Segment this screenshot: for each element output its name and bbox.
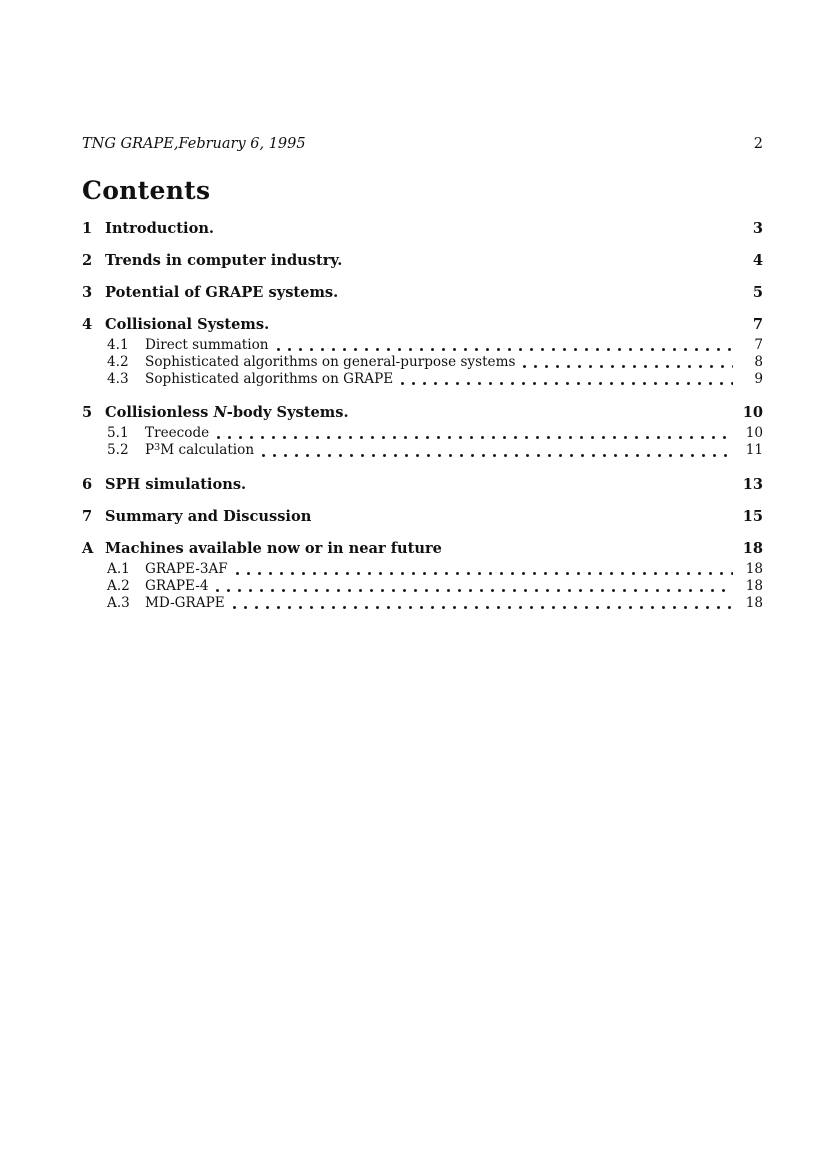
section-title: SPH simulations. bbox=[105, 476, 247, 493]
section-number: 5 bbox=[82, 404, 93, 421]
section-number: A bbox=[82, 540, 94, 557]
toc-entry bbox=[82, 509, 763, 524]
toc-entry bbox=[82, 285, 763, 300]
section-title: Trends in computer industry. bbox=[105, 252, 343, 269]
page-ref: 8 bbox=[754, 354, 763, 370]
toc-subsection-group bbox=[107, 425, 763, 460]
subsection-title: GRAPE-4 bbox=[145, 578, 209, 594]
toc-subentry bbox=[107, 561, 763, 578]
subsection-title: GRAPE-3AF bbox=[145, 561, 228, 577]
page-ref: 15 bbox=[742, 508, 763, 525]
dot-leader bbox=[277, 348, 733, 351]
section-number: 2 bbox=[82, 252, 93, 269]
subsection-title: MD-GRAPE bbox=[145, 595, 225, 611]
page-ref: 18 bbox=[742, 540, 763, 557]
page-ref: 5 bbox=[752, 284, 763, 301]
page-title: Contents bbox=[82, 176, 211, 205]
subsection-title: $P^3M$ calculation bbox=[145, 441, 255, 458]
toc-entry bbox=[82, 317, 763, 332]
toc-entry bbox=[82, 405, 763, 420]
toc-entry bbox=[82, 541, 763, 556]
toc-page bbox=[82, 136, 763, 612]
dot-leader bbox=[262, 454, 733, 457]
section-title: Potential of GRAPE systems. bbox=[105, 284, 339, 301]
dot-leader bbox=[233, 606, 733, 609]
toc-entry bbox=[82, 221, 763, 236]
page-ref: 11 bbox=[745, 442, 763, 458]
page-ref: 18 bbox=[745, 595, 763, 611]
page-ref: 10 bbox=[745, 425, 763, 441]
section-title: Collisional Systems. bbox=[105, 316, 270, 333]
section-title: Collisionless N-body Systems. bbox=[105, 404, 349, 421]
dot-leader bbox=[236, 572, 733, 575]
toc-subsection-group bbox=[107, 337, 763, 388]
dot-leader bbox=[217, 436, 733, 439]
dot-leader bbox=[401, 382, 733, 385]
section-number: 7 bbox=[82, 508, 93, 525]
toc-subsection-group bbox=[107, 561, 763, 612]
toc-subentry bbox=[107, 595, 763, 612]
section-title: Summary and Discussion bbox=[105, 508, 312, 525]
subsection-title: Sophisticated algorithms on GRAPE bbox=[145, 371, 394, 387]
subsection-number: A.2 bbox=[107, 578, 130, 594]
page-ref: 9 bbox=[754, 371, 763, 387]
section-number: 3 bbox=[82, 284, 93, 301]
toc-subentry bbox=[107, 371, 763, 388]
running-header bbox=[82, 136, 763, 152]
section-number: 6 bbox=[82, 476, 93, 493]
toc-subentry bbox=[107, 425, 763, 442]
toc-subentry bbox=[107, 354, 763, 371]
running-title: TNG GRAPE,February 6, 1995 bbox=[82, 136, 306, 152]
subsection-title: Treecode bbox=[145, 425, 210, 441]
page-ref: 7 bbox=[754, 337, 763, 353]
toc-subentry bbox=[107, 337, 763, 354]
dot-leader bbox=[216, 589, 733, 592]
toc-subentry bbox=[107, 442, 763, 460]
subsection-number: A.1 bbox=[107, 561, 130, 577]
page-ref: 18 bbox=[745, 578, 763, 594]
section-number: 4 bbox=[82, 316, 93, 333]
section-number: 1 bbox=[82, 220, 93, 237]
subsection-number: 5.2 bbox=[107, 442, 129, 458]
page-ref: 7 bbox=[752, 316, 763, 333]
page-ref: 3 bbox=[752, 220, 763, 237]
toc-subentry bbox=[107, 578, 763, 595]
section-title: Introduction. bbox=[105, 220, 215, 237]
page-ref: 4 bbox=[752, 252, 763, 269]
page-ref: 10 bbox=[742, 404, 763, 421]
dot-leader bbox=[523, 365, 733, 368]
header-page-number: 2 bbox=[753, 136, 763, 152]
subsection-number: A.3 bbox=[107, 595, 130, 611]
subsection-number: 4.1 bbox=[107, 337, 129, 353]
toc-entry bbox=[82, 477, 763, 492]
subsection-title: Sophisticated algorithms on general-purpose systems bbox=[145, 354, 516, 370]
subsection-number: 5.1 bbox=[107, 425, 129, 441]
section-title: Machines available now or in near future bbox=[105, 540, 442, 557]
subsection-number: 4.2 bbox=[107, 354, 129, 370]
page-ref: 18 bbox=[745, 561, 763, 577]
page-ref: 13 bbox=[742, 476, 763, 493]
subsection-title: Direct summation bbox=[145, 337, 269, 353]
toc-entry bbox=[82, 253, 763, 268]
subsection-number: 4.3 bbox=[107, 371, 129, 387]
